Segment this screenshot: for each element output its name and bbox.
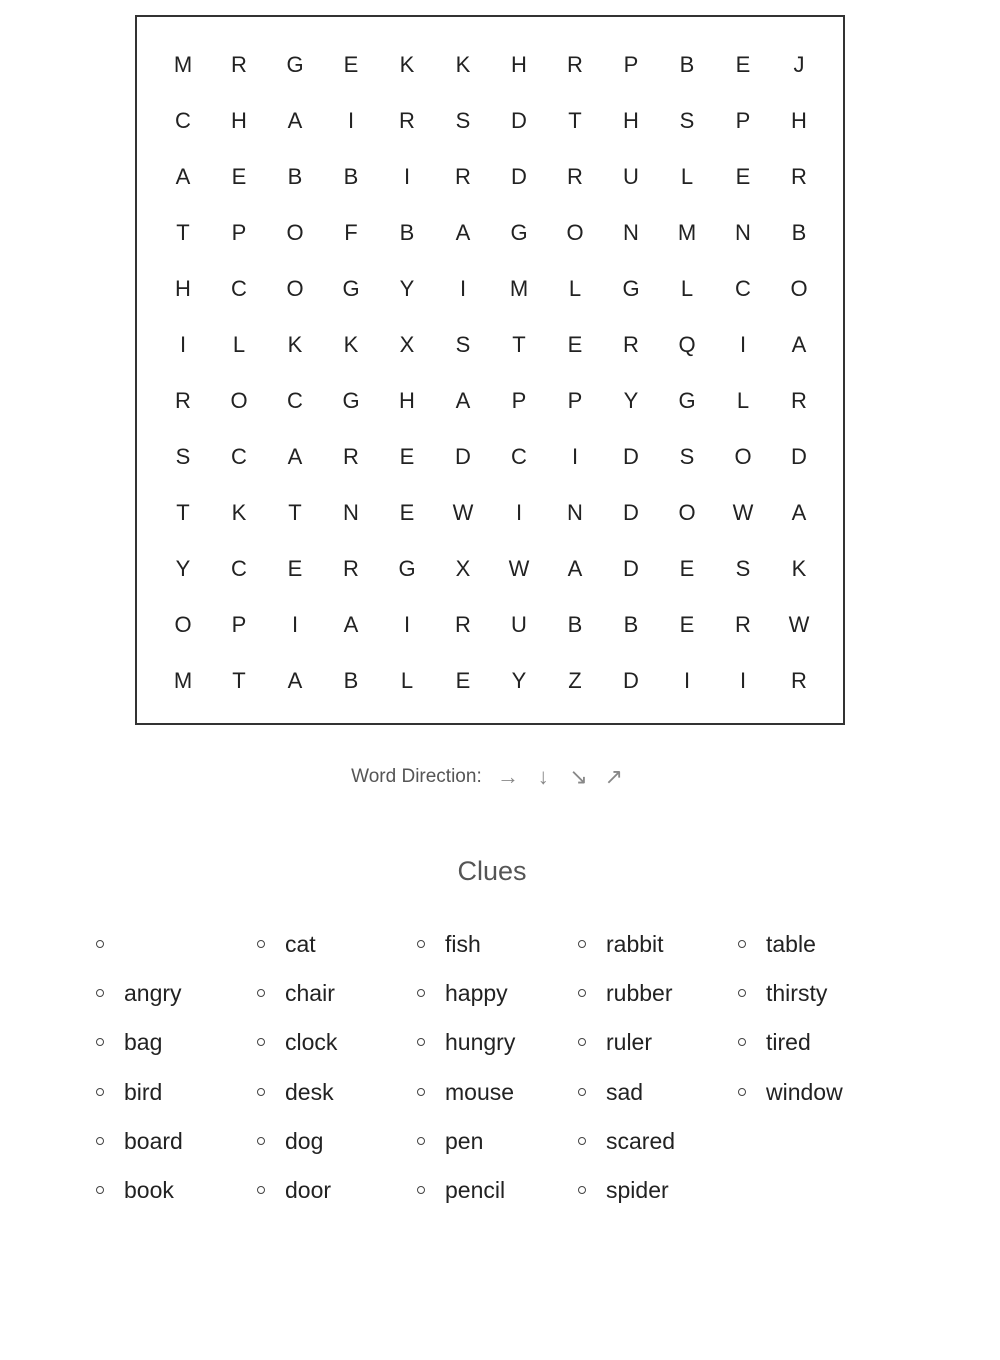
- grid-row: [137, 213, 843, 253]
- bullet-icon: [96, 940, 104, 948]
- grid-cell[interactable]: B: [791, 220, 807, 245]
- grid-cell[interactable]: M: [677, 220, 697, 245]
- grid-cell[interactable]: I: [403, 612, 411, 637]
- clue-item: [96, 969, 246, 1018]
- grid-cell[interactable]: E: [455, 668, 471, 693]
- grid-cell[interactable]: A: [287, 668, 303, 693]
- clue-item: [417, 1166, 567, 1215]
- clues-title: Clues: [457, 856, 527, 886]
- bullet-icon: [578, 1137, 586, 1145]
- grid-cell[interactable]: E: [679, 612, 695, 637]
- grid-cell[interactable]: M: [173, 668, 193, 693]
- clue-item: [578, 1117, 728, 1166]
- grid-cell[interactable]: X: [455, 556, 471, 581]
- clue-word: ruler: [606, 1029, 653, 1056]
- clue-word: bird: [124, 1078, 163, 1105]
- bullet-icon: [417, 1186, 425, 1194]
- grid-cell[interactable]: G: [342, 276, 360, 301]
- grid-cell[interactable]: G: [510, 220, 528, 245]
- bullet-icon: [257, 1186, 265, 1194]
- clue-word: chair: [285, 980, 335, 1007]
- clue-word: tired: [766, 1029, 811, 1056]
- grid-row: [137, 549, 843, 589]
- bullet-icon: [738, 940, 746, 948]
- clue-word: table: [766, 931, 816, 957]
- bullet-icon: [96, 1038, 104, 1046]
- bullet-icon: [417, 1137, 425, 1145]
- grid-cell[interactable]: J: [793, 52, 805, 77]
- grid-cell[interactable]: B: [623, 612, 639, 637]
- grid-cell[interactable]: E: [399, 500, 415, 525]
- grid-cell[interactable]: R: [791, 388, 807, 413]
- grid-cell[interactable]: K: [791, 556, 807, 581]
- bullet-icon: [738, 1088, 746, 1096]
- clue-item: [96, 1117, 246, 1166]
- grid-cell[interactable]: L: [680, 276, 694, 301]
- grid-cell[interactable]: R: [455, 164, 471, 189]
- grid-cell[interactable]: R: [231, 52, 247, 77]
- grid-cell[interactable]: D: [623, 500, 639, 525]
- grid-cell[interactable]: P: [623, 52, 639, 77]
- bullet-icon: [257, 1088, 265, 1096]
- word-search-grid: [135, 15, 845, 725]
- grid-cell[interactable]: D: [791, 444, 807, 469]
- grid-cell[interactable]: E: [399, 444, 415, 469]
- arrow-right-icon: →: [497, 764, 520, 789]
- grid-cell[interactable]: H: [791, 108, 807, 133]
- clue-word: thirsty: [766, 980, 828, 1007]
- grid-row: [137, 157, 843, 197]
- grid-cell[interactable]: E: [735, 164, 751, 189]
- grid-cell[interactable]: G: [678, 388, 696, 413]
- bullet-icon: [578, 1186, 586, 1194]
- grid-row: [137, 45, 843, 85]
- grid-cell[interactable]: L: [568, 276, 582, 301]
- grid-row: [137, 381, 843, 421]
- grid-cell[interactable]: E: [567, 332, 583, 357]
- clue-item: [96, 920, 246, 969]
- grid-cell[interactable]: K: [231, 500, 247, 525]
- clue-item: [738, 1018, 888, 1067]
- grid-cell[interactable]: M: [509, 276, 529, 301]
- clue-word: rubber: [606, 980, 673, 1007]
- grid-cell[interactable]: R: [175, 388, 191, 413]
- clue-word: hungry: [445, 1029, 516, 1056]
- grid-cell[interactable]: A: [567, 556, 583, 581]
- clue-item: [578, 1166, 728, 1215]
- grid-row: [137, 325, 843, 365]
- grid-cell[interactable]: R: [455, 612, 471, 637]
- clue-item: [257, 920, 407, 969]
- clue-item: [96, 1068, 246, 1117]
- clue-word: mouse: [445, 1078, 515, 1105]
- clue-word: rabbit: [606, 931, 664, 957]
- clue-word: dog: [285, 1127, 324, 1154]
- clue-item: [417, 969, 567, 1018]
- grid-cell[interactable]: H: [175, 276, 191, 301]
- grid-cell[interactable]: C: [735, 276, 751, 301]
- grid-cell[interactable]: O: [790, 276, 808, 301]
- grid-cell[interactable]: Y: [623, 388, 639, 413]
- grid-cell[interactable]: E: [287, 556, 303, 581]
- grid-cell[interactable]: H: [623, 108, 639, 133]
- clue-item: [96, 1018, 246, 1067]
- grid-cell[interactable]: O: [734, 444, 752, 469]
- grid-cell[interactable]: Q: [678, 332, 696, 357]
- grid-cell[interactable]: L: [232, 332, 246, 357]
- grid-cell[interactable]: Y: [175, 556, 191, 581]
- clue-word: scared: [606, 1127, 676, 1154]
- grid-cell[interactable]: W: [788, 612, 810, 637]
- grid-cell[interactable]: E: [343, 52, 359, 77]
- grid-cell[interactable]: B: [343, 668, 359, 693]
- grid-cell[interactable]: R: [567, 52, 583, 77]
- grid-cell[interactable]: O: [286, 276, 304, 301]
- grid-cell[interactable]: X: [399, 332, 415, 357]
- bullet-icon: [417, 989, 425, 997]
- grid-cell[interactable]: P: [231, 612, 247, 637]
- grid-row: [137, 605, 843, 645]
- grid-cell[interactable]: C: [231, 276, 247, 301]
- clue-column: [578, 920, 728, 1215]
- grid-cell[interactable]: P: [735, 108, 751, 133]
- clue-item: [417, 920, 567, 969]
- grid-cell[interactable]: Z: [568, 668, 582, 693]
- grid-cell[interactable]: I: [459, 276, 467, 301]
- grid-cell[interactable]: I: [179, 332, 187, 357]
- clue-word: pen: [445, 1127, 484, 1154]
- grid-cell[interactable]: C: [231, 444, 247, 469]
- grid-cell[interactable]: P: [511, 388, 527, 413]
- grid-cell[interactable]: O: [230, 388, 248, 413]
- grid-cell[interactable]: H: [231, 108, 247, 133]
- grid-cell[interactable]: R: [343, 444, 359, 469]
- bullet-icon: [417, 940, 425, 948]
- grid-row: [137, 661, 843, 701]
- arrow-down-icon: ↓: [537, 764, 549, 789]
- bullet-icon: [738, 1038, 746, 1046]
- grid-cell[interactable]: W: [452, 500, 474, 525]
- clue-item: [417, 1068, 567, 1117]
- grid-cell[interactable]: G: [342, 388, 360, 413]
- grid-cell[interactable]: A: [455, 220, 471, 245]
- clue-word: sad: [606, 1078, 644, 1105]
- grid-cell[interactable]: G: [398, 556, 416, 581]
- grid-cell[interactable]: A: [175, 164, 191, 189]
- grid-cell[interactable]: I: [739, 332, 747, 357]
- grid-row: [137, 437, 843, 477]
- grid-cell[interactable]: I: [739, 668, 747, 693]
- bullet-icon: [257, 1137, 265, 1145]
- clue-item: [96, 1166, 246, 1215]
- grid-cell[interactable]: I: [347, 108, 355, 133]
- grid-cell[interactable]: T: [232, 668, 246, 693]
- grid-cell[interactable]: R: [567, 164, 583, 189]
- clue-item: [578, 969, 728, 1018]
- bullet-icon: [96, 1088, 104, 1096]
- grid-cell[interactable]: T: [512, 332, 526, 357]
- grid-cell[interactable]: I: [515, 500, 523, 525]
- grid-cell[interactable]: C: [511, 444, 527, 469]
- grid-cell[interactable]: I: [291, 612, 299, 637]
- bullet-icon: [417, 1088, 425, 1096]
- clue-word: spider: [606, 1176, 669, 1203]
- grid-cell[interactable]: O: [286, 220, 304, 245]
- grid-cell[interactable]: Y: [511, 668, 527, 693]
- arrow-down-right-icon: ↘: [569, 764, 588, 789]
- grid-cell[interactable]: I: [403, 164, 411, 189]
- grid-cell[interactable]: R: [791, 668, 807, 693]
- word-direction: [0, 764, 980, 790]
- grid-cell[interactable]: U: [511, 612, 527, 637]
- clue-word: window: [766, 1078, 843, 1105]
- grid-cell[interactable]: P: [567, 388, 583, 413]
- arrow-up-right-icon: ↗: [604, 764, 624, 789]
- grid-cell[interactable]: B: [399, 220, 415, 245]
- clue-item: [257, 1068, 407, 1117]
- grid-cell[interactable]: D: [511, 164, 527, 189]
- grid-cell[interactable]: N: [623, 220, 639, 245]
- grid-cell[interactable]: T: [176, 500, 190, 525]
- clue-item: [578, 1018, 728, 1067]
- grid-cell[interactable]: O: [174, 612, 192, 637]
- grid-cell[interactable]: N: [567, 500, 583, 525]
- clue-word: door: [285, 1176, 332, 1203]
- bullet-icon: [578, 940, 586, 948]
- grid-cell[interactable]: K: [455, 52, 471, 77]
- bullet-icon: [96, 989, 104, 997]
- grid-cell[interactable]: O: [678, 500, 696, 525]
- clue-item: [257, 969, 407, 1018]
- grid-cell[interactable]: H: [399, 388, 415, 413]
- clue-word: bag: [124, 1029, 163, 1056]
- grid-cell[interactable]: G: [622, 276, 640, 301]
- grid-cell[interactable]: I: [571, 444, 579, 469]
- grid-cell[interactable]: D: [623, 668, 639, 693]
- bullet-icon: [96, 1137, 104, 1145]
- clue-word: pencil: [445, 1176, 506, 1203]
- grid-cell[interactable]: R: [399, 108, 415, 133]
- grid-cell[interactable]: K: [343, 332, 359, 357]
- bullet-icon: [417, 1038, 425, 1046]
- bullet-icon: [578, 989, 586, 997]
- grid-cell[interactable]: R: [791, 164, 807, 189]
- clue-column: [738, 920, 888, 1117]
- grid-cell[interactable]: U: [623, 164, 639, 189]
- clue-item: [738, 1068, 888, 1117]
- clue-item: [417, 1117, 567, 1166]
- grid-cell[interactable]: A: [287, 444, 303, 469]
- bullet-icon: [96, 1186, 104, 1194]
- grid-cell[interactable]: S: [679, 444, 695, 469]
- bullet-icon: [578, 1088, 586, 1096]
- clue-item: [578, 1068, 728, 1117]
- bullet-icon: [738, 989, 746, 997]
- grid-cell[interactable]: S: [175, 444, 191, 469]
- clue-column: [96, 920, 246, 1215]
- grid-cell[interactable]: S: [735, 556, 751, 581]
- grid-cell[interactable]: C: [287, 388, 303, 413]
- grid-cell[interactable]: S: [679, 108, 695, 133]
- grid-cell[interactable]: L: [400, 668, 414, 693]
- clue-word: clock: [285, 1029, 338, 1056]
- bullet-icon: [257, 940, 265, 948]
- grid-cell[interactable]: N: [735, 220, 751, 245]
- grid-cell[interactable]: A: [791, 500, 807, 525]
- grid-cell[interactable]: R: [735, 612, 751, 637]
- grid-cell[interactable]: K: [399, 52, 415, 77]
- grid-cell[interactable]: W: [732, 500, 754, 525]
- grid-cell[interactable]: N: [343, 500, 359, 525]
- bullet-icon: [257, 989, 265, 997]
- grid-row: [137, 493, 843, 533]
- clue-word: cat: [285, 931, 316, 957]
- clue-word: fish: [445, 931, 481, 957]
- clue-item: [738, 969, 888, 1018]
- clue-column: [257, 920, 407, 1215]
- grid-cell[interactable]: D: [623, 444, 639, 469]
- clue-item: [257, 1018, 407, 1067]
- bullet-icon: [578, 1038, 586, 1046]
- word-direction-label: Word Direction:: [351, 766, 482, 787]
- grid-cell[interactable]: T: [288, 500, 302, 525]
- grid-cell[interactable]: S: [455, 108, 471, 133]
- grid-cell[interactable]: B: [679, 52, 695, 77]
- clue-item: [257, 1117, 407, 1166]
- grid-cell[interactable]: L: [680, 164, 694, 189]
- grid-cell[interactable]: M: [173, 52, 193, 77]
- grid-cell[interactable]: A: [791, 332, 807, 357]
- grid-cell[interactable]: E: [735, 52, 751, 77]
- grid-cell[interactable]: R: [623, 332, 639, 357]
- grid-cell[interactable]: G: [286, 52, 304, 77]
- grid-cell[interactable]: I: [683, 668, 691, 693]
- clue-item: [578, 920, 728, 969]
- grid-cell[interactable]: W: [508, 556, 530, 581]
- clue-word: happy: [445, 980, 508, 1007]
- clue-column: [417, 920, 567, 1215]
- clue-item: [417, 1018, 567, 1067]
- grid-row: [137, 269, 843, 309]
- grid-cell[interactable]: A: [343, 612, 359, 637]
- grid-cell[interactable]: E: [679, 556, 695, 581]
- grid-cell[interactable]: T: [568, 108, 582, 133]
- grid-cell[interactable]: E: [231, 164, 247, 189]
- grid-cell[interactable]: A: [455, 388, 471, 413]
- grid-cell[interactable]: L: [736, 388, 750, 413]
- clue-item: [738, 920, 888, 969]
- clue-item: [257, 1166, 407, 1215]
- clue-word: desk: [285, 1078, 334, 1105]
- grid-cell[interactable]: D: [455, 444, 471, 469]
- grid-cell[interactable]: O: [566, 220, 584, 245]
- grid-cell[interactable]: R: [343, 556, 359, 581]
- grid-cell[interactable]: T: [176, 220, 190, 245]
- grid-cell[interactable]: B: [343, 164, 359, 189]
- clue-word: book: [124, 1176, 174, 1203]
- grid-cell[interactable]: D: [623, 556, 639, 581]
- clue-word: board: [124, 1127, 183, 1154]
- bullet-icon: [257, 1038, 265, 1046]
- grid-cell[interactable]: D: [511, 108, 527, 133]
- grid-cell[interactable]: F: [344, 220, 358, 245]
- grid-cell[interactable]: B: [287, 164, 303, 189]
- grid-cell[interactable]: K: [287, 332, 303, 357]
- grid-cell[interactable]: C: [175, 108, 191, 133]
- grid-cell[interactable]: Y: [399, 276, 415, 301]
- grid-cell[interactable]: H: [511, 52, 527, 77]
- grid-cell[interactable]: P: [231, 220, 247, 245]
- grid-row: [137, 101, 843, 141]
- grid-cell[interactable]: S: [455, 332, 471, 357]
- grid-cell[interactable]: C: [231, 556, 247, 581]
- grid-cell[interactable]: B: [567, 612, 583, 637]
- clue-word: angry: [124, 980, 182, 1007]
- grid-cell[interactable]: A: [287, 108, 303, 133]
